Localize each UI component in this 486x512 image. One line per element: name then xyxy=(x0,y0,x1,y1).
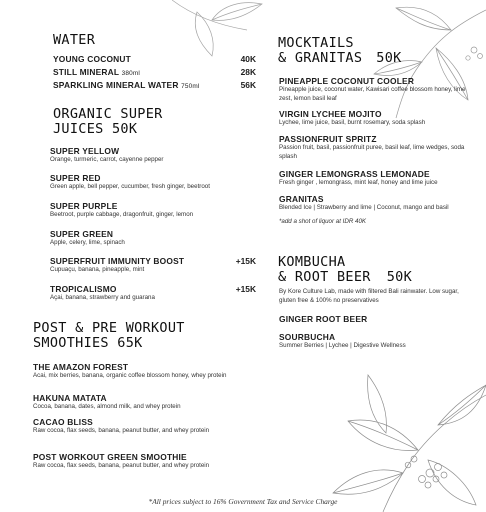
item-name: VIRGIN LYCHEE MOJITO xyxy=(279,109,382,119)
item-description: Blended Ice | Strawberry and lime | Coconut, mango and basil xyxy=(279,204,449,211)
item-price: +15K xyxy=(235,284,256,294)
menu-item xyxy=(50,229,256,256)
item-price: 28K xyxy=(240,67,256,77)
coffee-plant-illustration-bottom-right xyxy=(318,355,486,512)
leaf-illustration-top-left xyxy=(172,0,267,60)
item-name: PASSIONFRUIT SPRITZ xyxy=(279,134,377,144)
item-name: THE AMAZON FOREST xyxy=(33,362,129,372)
smoothies-heading xyxy=(33,321,185,351)
item-description: Raw cocoa, flax seeds, banana, peanut butter, and whey protein xyxy=(33,462,210,469)
item-name: POST WORKOUT GREEN SMOOTHIE xyxy=(33,452,187,462)
juices-heading xyxy=(53,107,163,137)
item-description: Acai, mix berries, banana, organic coffee blossom honey, whey protein xyxy=(33,372,227,379)
menu-item xyxy=(50,256,256,284)
menu-item xyxy=(33,362,259,393)
item-name: STILL MINERAL xyxy=(53,67,120,77)
item-description: Apple, celery, lime, spinach xyxy=(50,239,125,246)
mocktails-heading-line2: & GRANITAS xyxy=(278,50,363,66)
item-description: Orange, turmeric, carrot, cayenne pepper xyxy=(50,156,164,163)
menu-item xyxy=(50,173,256,201)
menu-item xyxy=(279,332,469,351)
item-name: HAKUNA MATATA xyxy=(33,393,107,403)
item-name: GINGER ROOT BEER xyxy=(279,314,368,324)
item-size: 750ml xyxy=(181,83,200,90)
item-description: Raw cocoa, flax seeds, banana, peanut butter, and whey protein xyxy=(33,427,210,434)
menu-item xyxy=(33,393,259,417)
item-description: Green apple, bell pepper, cucumber, fresh ginger, beetroot xyxy=(50,183,210,190)
menu-item xyxy=(33,417,259,452)
juices-list xyxy=(50,146,256,310)
tax-footnote: *All prices subject to 16% Government Tax and Service Charge xyxy=(148,497,338,506)
mocktails-heading-line1: MOCKTAILS xyxy=(278,35,354,51)
menu-item xyxy=(53,67,256,80)
menu-item xyxy=(50,146,256,173)
kombucha-price: 50K xyxy=(386,269,413,285)
smoothies-heading-line2: SMOOTHIES 65K xyxy=(33,335,143,351)
juices-heading-line2: JUICES 50K xyxy=(53,121,138,137)
item-price: 40K xyxy=(240,54,256,64)
item-name: SUPER GREEN xyxy=(50,229,114,239)
item-name: SUPER RED xyxy=(50,173,101,183)
menu-item xyxy=(279,169,469,194)
item-name: SUPERFRUIT IMMUNITY BOOST xyxy=(50,256,185,266)
item-name: GRANITAS xyxy=(279,194,324,204)
item-description: Açai, banana, strawberry and guarana xyxy=(50,294,155,301)
item-name: TROPICALISMO xyxy=(50,284,117,294)
kombucha-list xyxy=(279,288,469,351)
item-name: PINEAPPLE COCONUT COOLER xyxy=(279,76,415,86)
mocktails-price: 50K xyxy=(376,50,402,66)
item-price: +15K xyxy=(235,256,256,266)
water-heading: WATER xyxy=(53,32,96,48)
item-description: Beetroot, purple cabbage, dragonfruit, ginger, lemon xyxy=(50,211,194,218)
item-description: Passion fruit, basil, passionfruit puree, basil leaf, lime wedges, soda splash xyxy=(279,144,465,160)
item-description: Lychee, lime juice, basil, burnt rosemary, soda splash xyxy=(279,119,426,126)
item-name: SUPER YELLOW xyxy=(50,146,120,156)
item-name: SOURBUCHA xyxy=(279,332,336,342)
item-description: Summer Berries | Lychee | Digestive Wellness xyxy=(279,342,406,349)
menu-item xyxy=(279,134,469,169)
menu-item xyxy=(33,452,259,486)
kombucha-heading-line1: KOMBUCHA xyxy=(278,254,346,270)
water-list xyxy=(53,54,256,93)
item-description: Cocoa, banana, dates, almond milk, and whey protein xyxy=(33,403,181,410)
kombucha-heading-line2: & ROOT BEER xyxy=(278,269,371,285)
menu-item xyxy=(53,80,256,93)
item-name: CACAO BLISS xyxy=(33,417,93,427)
menu-item xyxy=(50,284,256,310)
kombucha-heading xyxy=(278,255,468,285)
item-size: 380ml xyxy=(121,70,140,77)
menu-item xyxy=(279,314,469,332)
item-description: Cupuaçu, banana, pineapple, mint xyxy=(50,266,145,273)
liquor-note: *add a shot of liquor at IDR 40K xyxy=(279,218,367,225)
menu-item xyxy=(53,54,256,67)
item-price: 56K xyxy=(240,80,256,90)
kombucha-intro: By Kore Culture Lab, made with filtered Bali rainwater. Low sugar, gluten free & 100% no preservatives xyxy=(279,288,459,304)
item-name: SPARKLING MINERAL WATER xyxy=(53,80,179,90)
menu-item xyxy=(279,76,469,109)
mocktails-list xyxy=(279,76,469,225)
juices-heading-line1: ORGANIC SUPER xyxy=(53,106,163,122)
menu-item xyxy=(279,194,469,218)
item-name: SUPER PURPLE xyxy=(50,201,118,211)
menu-item xyxy=(279,109,469,134)
smoothies-list xyxy=(33,362,259,486)
mocktails-heading xyxy=(278,36,468,66)
menu-item xyxy=(50,201,256,229)
item-description: Fresh ginger , lemongrass, mint leaf, honey and lime juice xyxy=(279,179,438,186)
item-name: GINGER LEMONGRASS LEMONADE xyxy=(279,169,430,179)
smoothies-heading-line1: POST & PRE WORKOUT xyxy=(33,320,185,336)
item-name: YOUNG COCONUT xyxy=(53,54,131,64)
item-description: Pineapple juice, coconut water, Kawisari coffee blossom honey, lime zest, lemon basil leaf xyxy=(279,86,466,102)
